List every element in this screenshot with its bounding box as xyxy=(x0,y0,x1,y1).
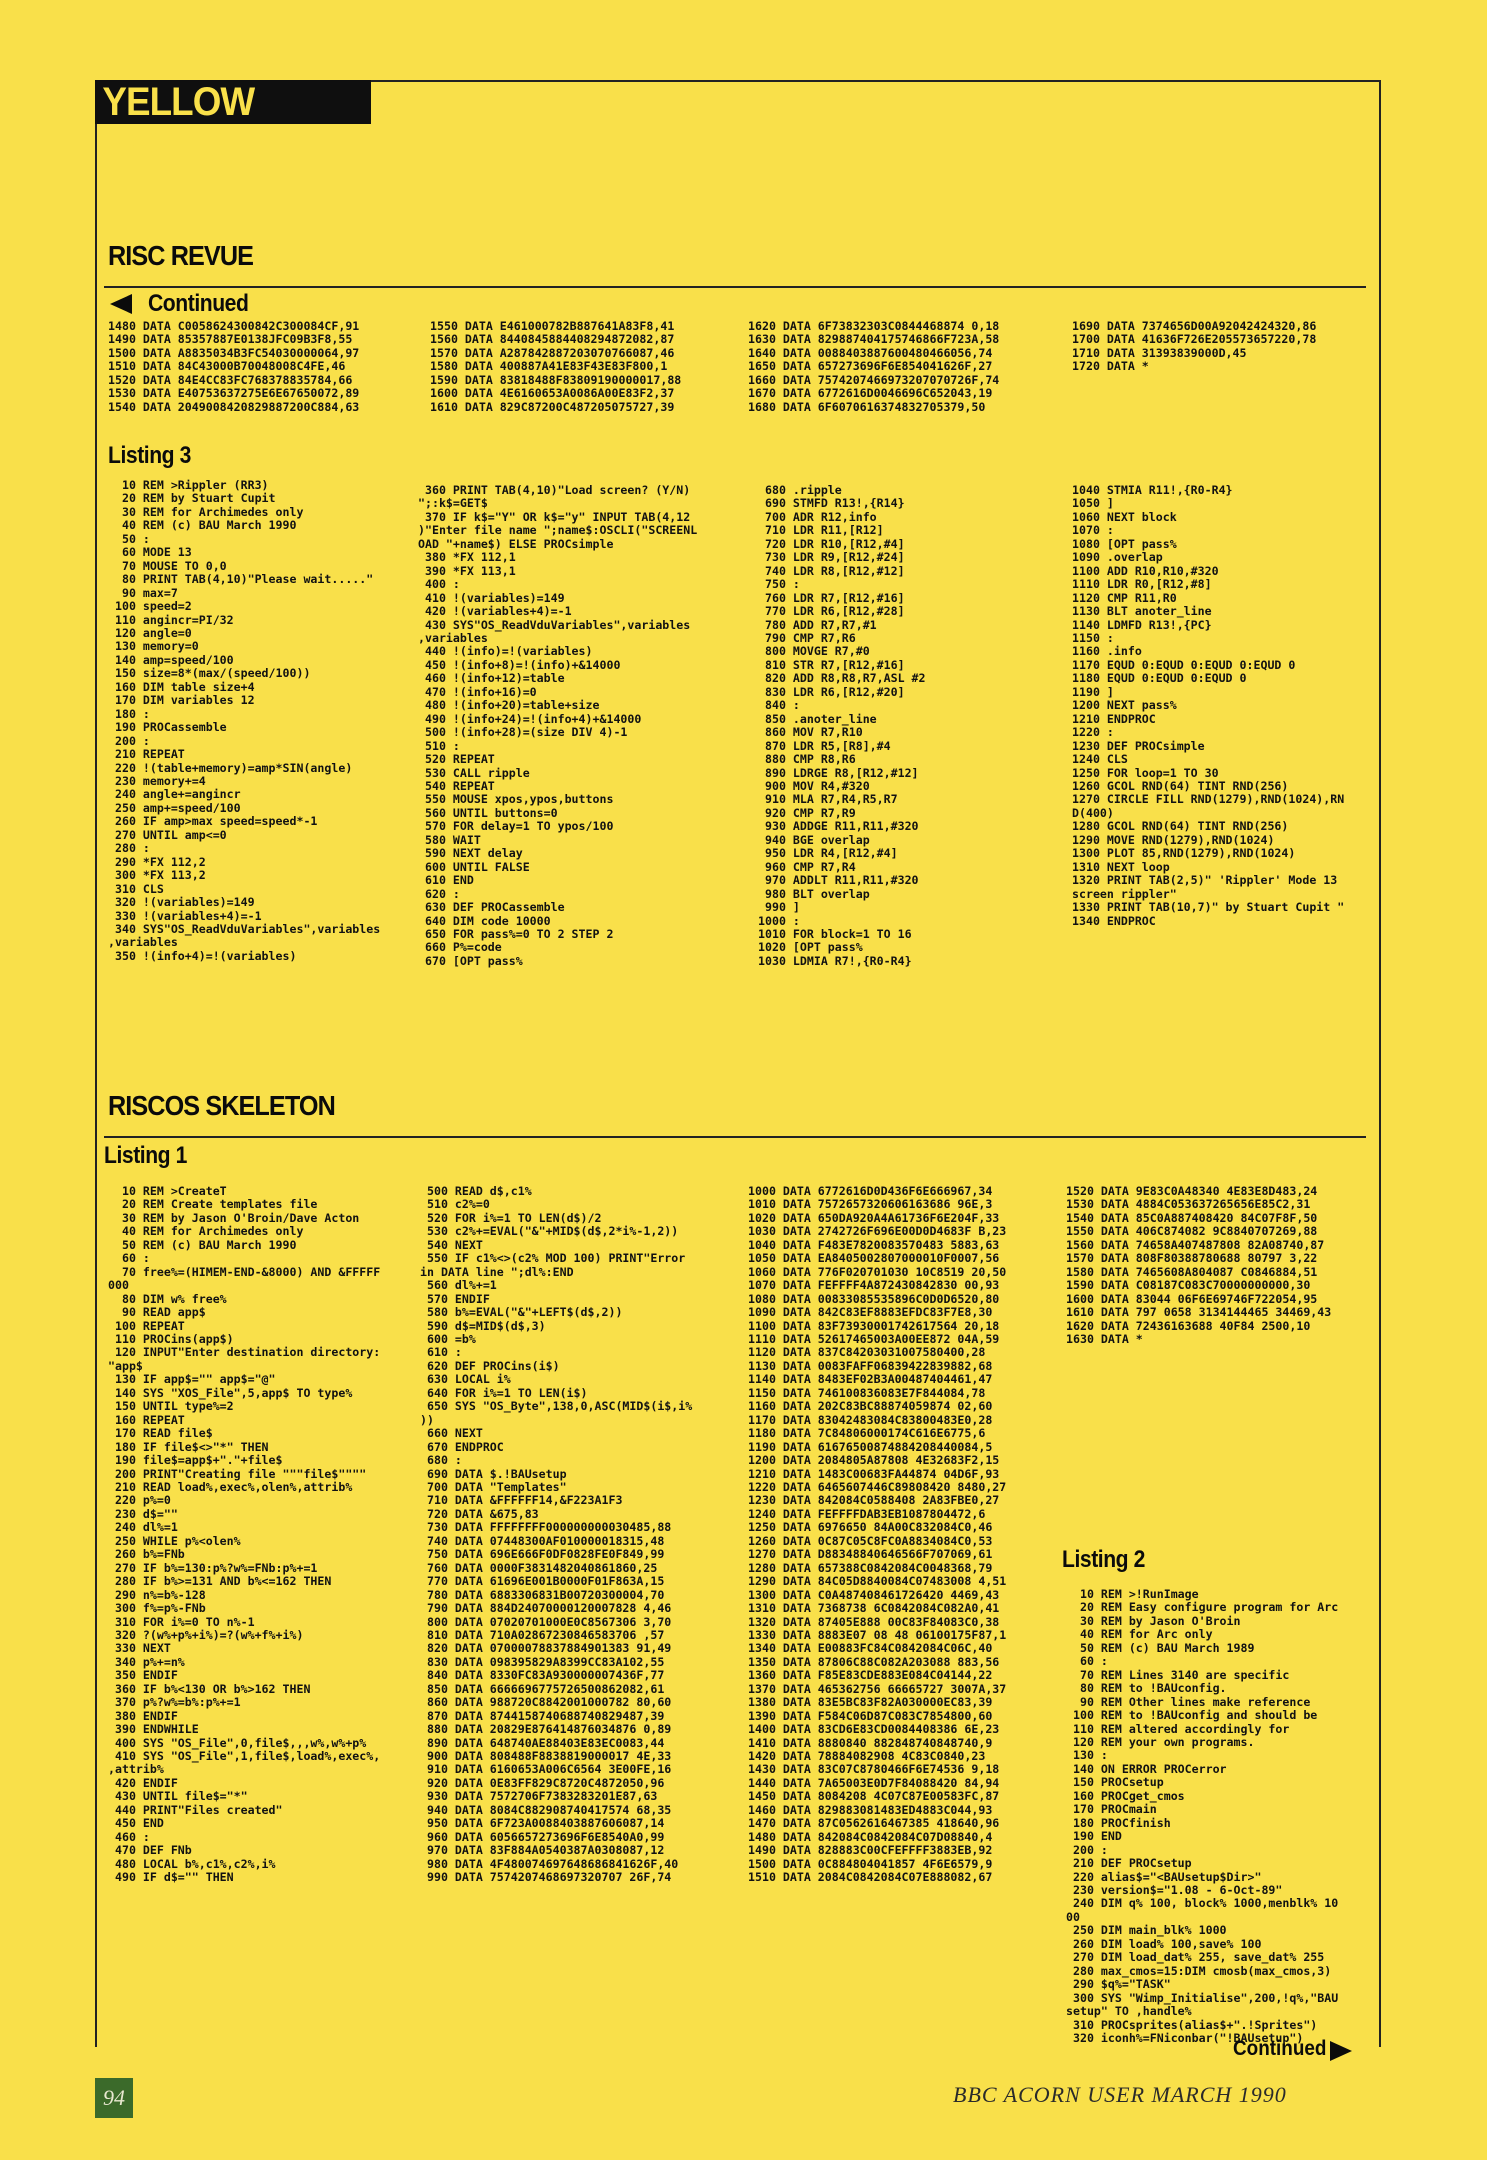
page-number: 94 xyxy=(95,2078,133,2118)
code-column: 10 REM >CreateT 20 REM Create templates file 30 REM by Jason O'Broin/Dave Acton 40 REM for Archimedes only 50 REM (c) BAU March 1990 60 : 70 free%=(HIMEM-END-&8000) AND &FFFFF 000 80 DIM w% free% 90 READ app$ 100 REPEAT 110 PROCins(app$) 120 INPUT"Enter destination directory: "app$ 130 IF app$="" app$="@" 140 SYS "XOS_File",5,app$ TO type% 150 UNTIL type%=2 160 REPEAT 170 READ file$ 180 IF file$<>"*" THEN 190 file$=app$+"."+file$ 200 PRINT"Creating file """file$"""" 210 READ load%,exec%,olen%,attrib% 220 p%=0 230 d$="" 240 dl%=1 250 WHILE p%<olen% 260 b%=FNb 270 IF b%=130:p%?w%=FNb:p%+=1 280 IF b%>=131 AND b%<=162 THEN 290 n%=b%-128 300 f%=p%-FNb 310 FOR i%=0 TO n%-1 320 ?(w%+p%+i%)=?(w%+f%+i%) 330 NEXT 340 p%+=n% 350 ENDIF 360 IF b%<130 OR b%>162 THEN 370 p%?w%=b%:p%+=1 380 ENDIF 390 ENDWHILE 400 SYS "OS_File",0,file$,,,w%,w%+p% 410 SYS "OS_File",1,file$,load%,exec%, ,attrib% 420 ENDIF 430 UNTIL file$="*" 440 PRINT"Files created" 450 END 460 : 470 DEF FNb 480 LOCAL b%,c1%,c2%,i% 490 IF d$="" THEN xyxy=(108,1184,381,1885)
code-column: 1690 DATA 7374656D00A92042424320,86 1700 DATA 41636F726E205573657220,78 1710 DATA 31393839000D,45 1720 DATA * xyxy=(1072,319,1317,374)
continued-right-arrow-icon xyxy=(1330,2041,1352,2061)
listing-2-title: Listing 2 xyxy=(1062,1546,1145,1573)
code-column: 360 PRINT TAB(4,10)"Load screen? (Y/N) ";:k$=GET$ 370 IF k$="Y" OR k$="y" INPUT TAB(4,12 )"Enter file name ";name$:OSCLI("SCREENL OAD "+name$) ELSE PROCsimple 380 *FX 112,1 390 *FX 113,1 400 : 410 !(variables)=149 420 !(variables+4)=-1 430 SYS"OS_ReadVduVariables",variables ,variables 440 !(info)=!(variables) 450 !(info+8)=!(info)+&14000 460 !(info+12)=table 470 !(info+16)=0 480 !(info+20)=table+size 490 !(info+24)=!(info+4)+&14000 500 !(info+28)=(size DIV 4)-1 510 : 520 REPEAT 530 CALL ripple 540 REPEAT 550 MOUSE xpos,ypos,buttons 560 UNTIL buttons=0 570 FOR delay=1 TO ypos/100 580 WAIT 590 NEXT delay 600 UNTIL FALSE 610 END 620 : 630 DEF PROCassemble 640 DIM code 10000 650 FOR pass%=0 TO 2 STEP 2 660 P%=code 670 [OPT pass% xyxy=(418,483,698,968)
code-column: 10 REM >Rippler (RR3) 20 REM by Stuart Cupit 30 REM for Archimedes only 40 REM (c) BAU March 1990 50 : 60 MODE 13 70 MOUSE TO 0,0 80 PRINT TAB(4,10)"Please wait....." 90 max=7 100 speed=2 110 angincr=PI/32 120 angle=0 130 memory=0 140 amp=speed/100 150 size=8*(max/(speed/100)) 160 DIM table size+4 170 DIM variables 12 180 : 190 PROCassemble 200 : 210 REPEAT 220 !(table+memory)=amp*SIN(angle) 230 memory+=4 240 angle+=angincr 250 amp+=speed/100 260 IF amp>max speed=speed*-1 270 UNTIL amp<=0 280 : 290 *FX 112,2 300 *FX 113,2 310 CLS 320 !(variables)=149 330 !(variables+4)=-1 340 SYS"OS_ReadVduVariables",variables ,variables 350 !(info+4)=!(variables) xyxy=(108,478,381,963)
code-column: 10 REM >!RunImage 20 REM Easy configure program for Arc 30 REM by Jason O'Broin 40 REM for Arc only 50 REM (c) BAU March 1989 60 : 70 REM Lines 3140 are specific 80 REM to !BAUconfig. 90 REM Other lines make reference 100 REM to !BAUconfig and should be 110 REM altered accordingly for 120 REM your own programs. 130 : 140 ON ERROR PROCerror 150 PROCsetup 160 PROCget_cmos 170 PROCmain 180 PROCfinish 190 END 200 : 210 DEF PROCsetup 220 alias$="<BAUsetup$Dir>" 230 version$="1.08 - 6-Oct-89" 240 DIM q% 100, block% 1000,menblk% 10 00 250 DIM main_blk% 1000 260 DIM load% 100,save% 100 270 DIM load_dat% 255, save_dat% 255 280 max_cmos=15:DIM cmosb(max_cmos,3) 290 $q%="TASK" 300 SYS "Wimp_Initialise",200,!q%,"BAU setup" TO ,handle% 310 PROCsprites(alias$+".!Sprites") 320 iconh%=FNiconbar("!BAUsetup") xyxy=(1066,1587,1339,2045)
continued-label: Continued xyxy=(148,290,249,317)
risc-revue-title: RISC REVUE xyxy=(108,240,254,271)
continued-label: Continued xyxy=(1233,2037,1327,2060)
code-column: 1550 DATA E461000782B887641A83F8,41 1560 DATA 8440845884408294872082,87 1570 DATA A287842887203070766087,46 1580 DATA 400887A41E83F43E83F800,1 1590 DATA 83818488F83809190000017,88 1600 DATA 4E6160653A0086A00E83F2,37 1610 DATA 829C87200C487205075727,39 xyxy=(430,319,682,414)
code-column: 1620 DATA 6F73832303C0844468874 0,18 1630 DATA 829887404175746866F723A,58 1640 DATA 0088403887600480466056,74 1650 DATA 657273696F6E854041626F,27 1660 DATA 7574207466973207070726F,74 1670 DATA 6772616D0046696C652043,19 1680 DATA 6F6070616374832705379,50 xyxy=(748,319,1000,414)
continued-left-arrow-icon xyxy=(110,294,132,314)
listing-3-title: Listing 3 xyxy=(108,442,191,469)
code-column: 500 READ d$,c1% 510 c2%=0 520 FOR i%=1 TO LEN(d$)/2 530 c2%+=EVAL("&"+MID$(d$,2*i%-1,2)) 540 NEXT 550 IF c1%<>(c2% MOD 100) PRINT"Error in DATA line ";dl%:END 560 dl%+=1 570 ENDIF 580 b%=EVAL("&"+LEFT$(d$,2)) 590 d$=MID$(d$,3) 600 =b% 610 : 620 DEF PROCins(i$) 630 LOCAL i% 640 FOR i%=1 TO LEN(i$) 650 SYS "OS_Byte",138,0,ASC(MID$(i$,i% )) 660 NEXT 670 ENDPROC 680 : 690 DATA $.!BAUsetup 700 DATA "Templates" 710 DATA &FFFFFF14,&F223A1F3 720 DATA &675,83 730 DATA FFFFFFFF000000000030485,88 740 DATA 07448300AF010000018315,48 750 DATA 696E666F0DF0828FE0F849,99 760 DATA 0000F3831482040861860,25 770 DATA 61696E001B0000F01F863A,15 780 DATA 6883306831B00720300004,70 790 DATA 884D24070000120007828 4,46 800 DATA 07020701000E0C8567306 3,70 810 DATA 710A02867230846583706 ,57 820 DATA 07000078837884901383 91,49 830 DATA 098395829A8399CC83A102,55 840 DATA 8330FC83A930000007436F,77 850 DATA 6666696775726500862082,61 860 DATA 988720C8842001000782 80,60 870 DATA 8744158740688740829487,39 880 DATA 20829E876414876034876 0,89 890 DATA 648740AE88403E83EC0083,44 900 DATA 808488F8838819000017 4E,33 910 DATA 6160653A006C6564 3E00FE,16 920 DATA 0E83FF829C8720C4872050,96 930 DATA 7572706F7383283201E87,63 940 DATA 8084C882908740417574 68,35 950 DATA 6F723A0088403887606087,14 960 DATA 6056657273696F6E8540A0,99 970 DATA 83F884A0540387A0308087,12 980 DATA 4F480074697648686841626F,40 990 DATA 7574207468697320707 26F,74 xyxy=(420,1184,693,1885)
code-column: 1040 STMIA R11!,{R0-R4} 1050 ] 1060 NEXT block 1070 : 1080 [OPT pass% 1090 .overlap 1100 ADD R10,R10,#320 1110 LDR R0,[R12,#8] 1120 CMP R11,R0 1130 BLT anoter_line 1140 LDMFD R13!,{PC} 1150 : 1160 .info 1170 EQUD 0:EQUD 0:EQUD 0:EQUD 0 1180 EQUD 0:EQUD 0:EQUD 0 1190 ] 1200 NEXT pass% 1210 ENDPROC 1220 : 1230 DEF PROCsimple 1240 CLS 1250 FOR loop=1 TO 30 1260 GCOL RND(64) TINT RND(256) 1270 CIRCLE FILL RND(1279),RND(1024),RN D(400) 1280 GCOL RND(64) TINT RND(256) 1290 MOVE RND(1279),RND(1024) 1300 PLOT 85,RND(1279),RND(1024) 1310 NEXT loop 1320 PRINT TAB(2,5)" 'Rippler' Mode 13 screen rippler" 1330 PRINT TAB(10,7)" by Stuart Cupit " 1340 ENDPROC xyxy=(1072,483,1345,928)
publication-footer: BBC ACORN USER MARCH 1990 xyxy=(953,2082,1287,2107)
code-column: 1000 DATA 6772616D0D436F6E666967,34 1010 DATA 7572657320606163686 96E,3 1020 DATA 650DA920A4A61736F6E204F,33 1030 DATA 2742726F696E00D0D4683F B,23 1040 DATA F483E7820083570483 5883,63 1050 DATA EA8405002807000010F0007,56 1060 DATA 776F020701030 10C8519 20,50 1070 DATA FEFFFF4A872430842830 00,93 1080 DATA 00833085535896C0D0D6520,80 1090 DATA 842C83EF8883EFDC83F7E8,30 1100 DATA 83F73930001742617564 20,18 1110 DATA 52617465003A00EE872 04A,59 1120 DATA 837C84203031007580400,28 1130 DATA 0083FAFF06839422839882,68 1140 DATA 8483EF02B3A00487404461,47 1150 DATA 746100836083E7F844084,78 1160 DATA 202C83BC88874059874 02,60 1170 DATA 83042483084C83800483E0,28 1180 DATA 7C84806000174C616E6775,6 1190 DATA 61676500874884208440084,5 1200 DATA 2084805A87808 4E32683F2,15 1210 DATA 1483C00683FA44874 04D6F,93 1220 DATA 6465607446C89808420 8480,27 1230 DATA 842084C0588408 2A83FBE0,27 1240 DATA FEFFFFDAB3EB1087804472,6 1250 DATA 6976650 84A00C832084C0,46 1260 DATA 0C87C05C8FC0A8834084C0,53 1270 DATA D88348840646566F707069,61 1280 DATA 657388C0842084C0048368,79 1290 DATA 84C05D8840084C07483008 4,51 1300 DATA C0A487408461726420 4469,43 1310 DATA 7368738 6C0842084C082A0,41 1320 DATA 87405E888 00C83F84083C0,38 1330 DATA 8883E07 08 48 06100175F87,1 1340 DATA E00883FC84C0842084C06C,40 1350 DATA 87806C88C082A203088 883,56 1360 DATA F85E83CDE883E084C04144,22 1370 DATA 465362756 66665727 3007A,37 1380 DATA 83E5BC83F82A030000EC83,39 1390 DATA F584C06D87C083C7854800,60 1400 DATA 83CD6E83CD0084408386 6E,23 1410 DATA 8880840 882848740848740,9 1420 DATA 78884082908 4C83C0840,23 1430 DATA 83C07C8780466F6E74536 9,18 1440 DATA 7A65003E0D7F84088420 84,94 1450 DATA 8084208 4C07C87E00583FC,87 1460 DATA 829883081483ED4883C044,93 1470 DATA 87C0562616467385 418640,96 1480 DATA 842084C0842084C07D08840,4 1490 DATA 828883C00CFEFFFF3883EB,92 1500 DATA 0C884804041857 4F6E6579,9 1510 DATA 2084C0842084C07E888082,67 xyxy=(748,1184,1007,1885)
riscos-skeleton-title: RISCOS SKELETON xyxy=(108,1090,335,1121)
code-column: 1520 DATA 9E83C0A48340 4E83E8D483,24 1530 DATA 4884C053637265656E85C2,31 1540 DATA 85C0A887408420 84C07F8F,50 1550 DATA 406C874082 9C8840707269,88 1560 DATA 74658A407487808 82A08740,87 1570 DATA 808F80388780688 80797 3,22 1580 DATA 7465608A804087 C0846884,51 1590 DATA C08187C083C70000000000,30 1600 DATA 83044 06F6E69746F722054,95 1610 DATA 797 0658 3134144465 34469,43 1620 DATA 72436163688 40F84 2500,10 1630 DATA * xyxy=(1066,1184,1332,1346)
section-divider xyxy=(104,1136,1366,1138)
yellow-pages-banner: YELLOW PAGES xyxy=(95,80,371,124)
code-column: 1480 DATA C0058624300842C300084CF,91 1490 DATA 85357887E0138JFC09B3F8,55 1500 DATA A8835034B3FC54030000064,97 1510 DATA 84C43000B70048008C4FE,46 1520 DATA 84E4CC83FC768378835784,66 1530 DATA E40753637275E6E67650072,89 1540 DATA 2049008420829887200C884,63 xyxy=(108,319,360,414)
section-divider xyxy=(104,286,1366,288)
code-column: 680 .ripple 690 STMFD R13!,{R14} 700 ADR R12,info 710 LDR R11,[R12] 720 LDR R10,[R12,#4] 730 LDR R9,[R12,#24] 740 LDR R8,[R12,#12] 750 : 760 LDR R7,[R12,#16] 770 LDR R6,[R12,#28] 780 ADD R7,R7,#1 790 CMP R7,R6 800 MOVGE R7,#0 810 STR R7,[R12,#16] 820 ADD R8,R8,R7,ASL #2 830 LDR R6,[R12,#20] 840 : 850 .anoter_line 860 MOV R7,R10 870 LDR R5,[R8],#4 880 CMP R8,R6 890 LDRGE R8,[R12,#12] 900 MOV R4,#320 910 MLA R7,R4,R5,R7 920 CMP R7,R9 930 ADDGE R11,R11,#320 940 BGE overlap 950 LDR R4,[R12,#4] 960 CMP R7,R4 970 ADDLT R11,R11,#320 980 BLT overlap 990 ] 1000 : 1010 FOR block=1 TO 16 1020 [OPT pass% 1030 LDMIA R7!,{R0-R4} xyxy=(758,483,926,968)
listing-1-title: Listing 1 xyxy=(104,1142,187,1169)
